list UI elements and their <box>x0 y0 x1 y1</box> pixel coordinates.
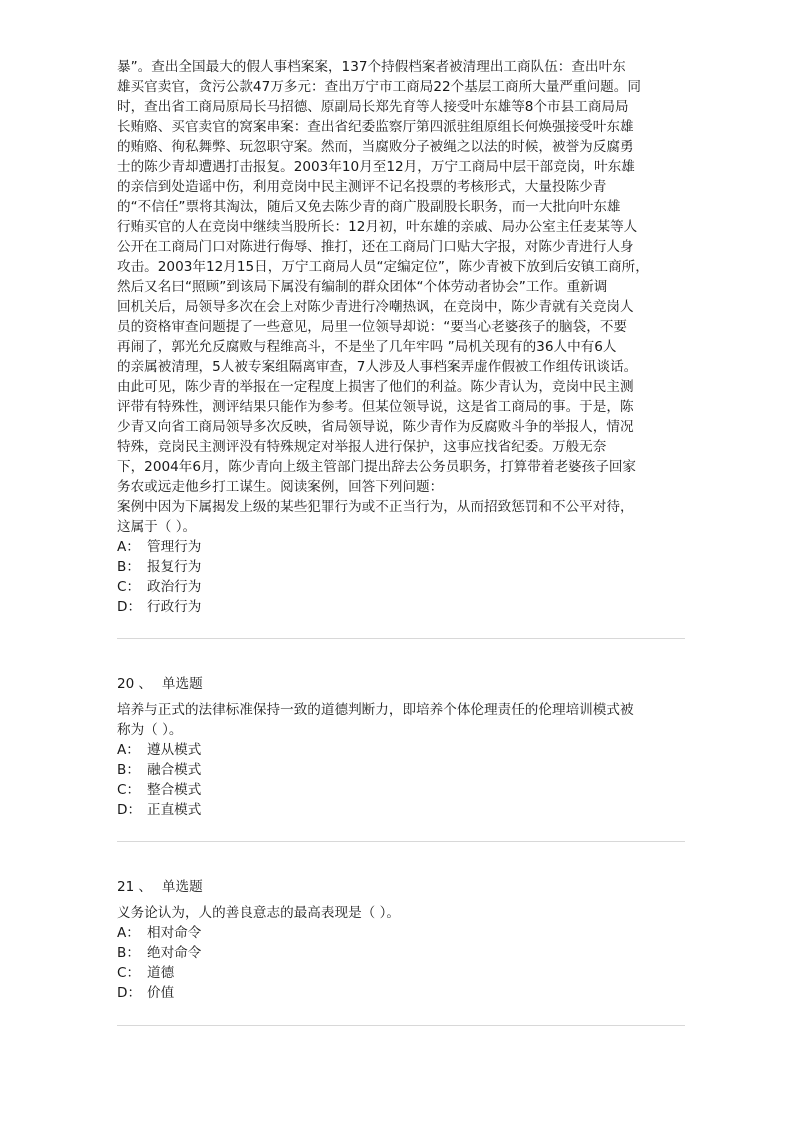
option-text: 融合模式 <box>147 762 202 778</box>
option-letter: B： <box>117 945 140 961</box>
question-divider <box>117 1025 685 1026</box>
question-divider <box>117 841 685 842</box>
passage-line: 务农或远走他乡打工谋生。阅读案例，回答下列问题： <box>117 479 444 495</box>
question-stem-line: 这属于（ ）。 <box>117 519 197 535</box>
passage-line: 的“不信任”票将其淘汰，随后又免去陈少青的商广股副股长职务，而一大批向叶东雄 <box>117 199 621 215</box>
passage-line: 攻击。2003年12月15日，万宁工商局人员“定编定位”，陈少青被下放到后安镇工商所， <box>117 259 649 275</box>
q19-options <box>117 537 685 617</box>
passage-line: 的贿赂、徇私舞弊、玩忽职守案。然而，当腐败分子被绳之以法的时候，被誉为反腐勇 <box>117 139 634 155</box>
passage-line: 员的资格审查问题提了一些意见，局里一位领导却说：“要当心老婆孩子的脑袋，不要 <box>117 319 628 335</box>
option-a[interactable] <box>117 740 685 760</box>
option-text: 遵从模式 <box>147 742 202 758</box>
option-b[interactable] <box>117 557 685 577</box>
option-text: 整合模式 <box>147 782 202 798</box>
passage-line: 评带有特殊性，测评结果只能作为参考。但某位领导说，这是省工商局的事。于是，陈 <box>117 399 634 415</box>
option-d[interactable] <box>117 597 685 617</box>
option-letter: B： <box>117 559 140 575</box>
option-b[interactable] <box>117 760 685 780</box>
case-passage <box>117 57 685 537</box>
passage-line: 下，2004年6月，陈少青向上级主管部门提出辞去公务员职务，打算带着老婆孩子回家 <box>117 459 637 475</box>
question-number: 21 <box>117 879 135 895</box>
option-c[interactable] <box>117 577 685 597</box>
option-c[interactable] <box>117 963 685 983</box>
option-c[interactable] <box>117 780 685 800</box>
option-b[interactable] <box>117 943 685 963</box>
option-text: 绝对命令 <box>147 945 202 961</box>
question-stem-line: 义务论认为，人的善良意志的最高表现是（ ）。 <box>117 905 400 921</box>
passage-line: 的亲属被清理，5人被专案组隔离审查，7人涉及人事档案弄虚作假被工作组传讯谈话。 <box>117 359 638 375</box>
passage-line: 时，查出省工商局原局长马招德、原副局长郑先育等人接受叶东雄等8个市县工商局局 <box>117 99 629 115</box>
passage-line: 公开在工商局门口对陈进行侮辱、推打，还在工商局门口贴大字报，对陈少青进行人身 <box>117 239 634 255</box>
option-letter: D： <box>117 985 142 1001</box>
question-separator: 、 <box>138 879 152 895</box>
option-letter: D： <box>117 802 142 818</box>
option-letter: B： <box>117 762 140 778</box>
passage-line: 再闹了，郭光允反腐败与程维高斗，不是坐了几年牢吗 ”局机关现有的36人中有6人 <box>117 339 617 355</box>
option-letter: A： <box>117 742 140 758</box>
passage-line: 少青又向省工商局领导多次反映，省局领导说，陈少青作为反腐败斗争的举报人，情况 <box>117 419 634 435</box>
question-divider <box>117 638 685 639</box>
option-text: 报复行为 <box>147 559 202 575</box>
question-number: 20 <box>117 676 135 692</box>
option-text: 价值 <box>147 985 175 1001</box>
passage-line: 士的陈少青却遭遇打击报复。2003年10月至12月，万宁工商局中层干部竞岗，叶东雄 <box>117 159 635 175</box>
passage-line: 暴”。查出全国最大的假人事档案案，137个持假档案者被清理出工商队伍：查出叶东 <box>117 59 626 75</box>
option-a[interactable] <box>117 537 685 557</box>
passage-line: 长贿赂、买官卖官的窝案串案：查出省纪委监察厅第四派驻组原组长何焕强接受叶东雄 <box>117 119 634 135</box>
passage-line: 的亲信到处造谣中伤，利用竞岗中民主测评不记名投票的考核形式，大量投陈少青 <box>117 179 607 195</box>
question-header <box>117 877 685 897</box>
passage-line: 由此可见，陈少青的举报在一定程度上损害了他们的利益。陈少青认为，竞岗中民主测 <box>117 379 634 395</box>
passage-line: 特殊，竞岗民主测评没有特殊规定对举报人进行保护，这事应找省纪委。万般无奈 <box>117 439 607 455</box>
option-letter: A： <box>117 925 140 941</box>
option-text: 道德 <box>147 965 175 981</box>
option-letter: A： <box>117 539 140 555</box>
passage-line: 回机关后，局领导多次在会上对陈少青进行冷嘲热讽，在竞岗中，陈少青就有关竞岗人 <box>117 299 634 315</box>
document-page <box>117 57 685 1026</box>
question-stem-line: 案例中因为下属揭发上级的某些犯罪行为或不正当行为，从而招致惩罚和不公平对待， <box>117 499 634 515</box>
question-stem-line: 培养与正式的法律标准保持一致的道德判断力，即培养个体伦理责任的伦理培训模式被 <box>117 702 634 718</box>
option-letter: C： <box>117 965 141 981</box>
option-text: 相对命令 <box>147 925 202 941</box>
option-text: 行政行为 <box>147 599 202 615</box>
passage-line: 行贿买官的人在竞岗中继续当股所长：12月初，叶东雄的亲戚、局办公室主任麦某等人 <box>117 219 638 235</box>
passage-line: 雄买官卖官，贪污公款47万多元：查出万宁市工商局22个基层工商所大量严重问题。同 <box>117 79 641 95</box>
option-text: 管理行为 <box>147 539 202 555</box>
option-text: 政治行为 <box>147 579 202 595</box>
option-a[interactable] <box>117 923 685 943</box>
question-20 <box>117 674 685 820</box>
question-separator: 、 <box>138 676 152 692</box>
option-letter: C： <box>117 782 141 798</box>
option-letter: C： <box>117 579 141 595</box>
question-stem-line: 称为（ ）。 <box>117 722 183 738</box>
question-type: 单选题 <box>161 676 203 692</box>
option-text: 正直模式 <box>147 802 202 818</box>
option-d[interactable] <box>117 800 685 820</box>
question-type: 单选题 <box>161 879 203 895</box>
option-letter: D： <box>117 599 142 615</box>
question-21 <box>117 877 685 1003</box>
option-d[interactable] <box>117 983 685 1003</box>
passage-line: 然后又名曰“照顾”到该局下属没有编制的群众团体“个体劳动者协会”工作。重新调 <box>117 279 608 295</box>
question-header <box>117 674 685 694</box>
